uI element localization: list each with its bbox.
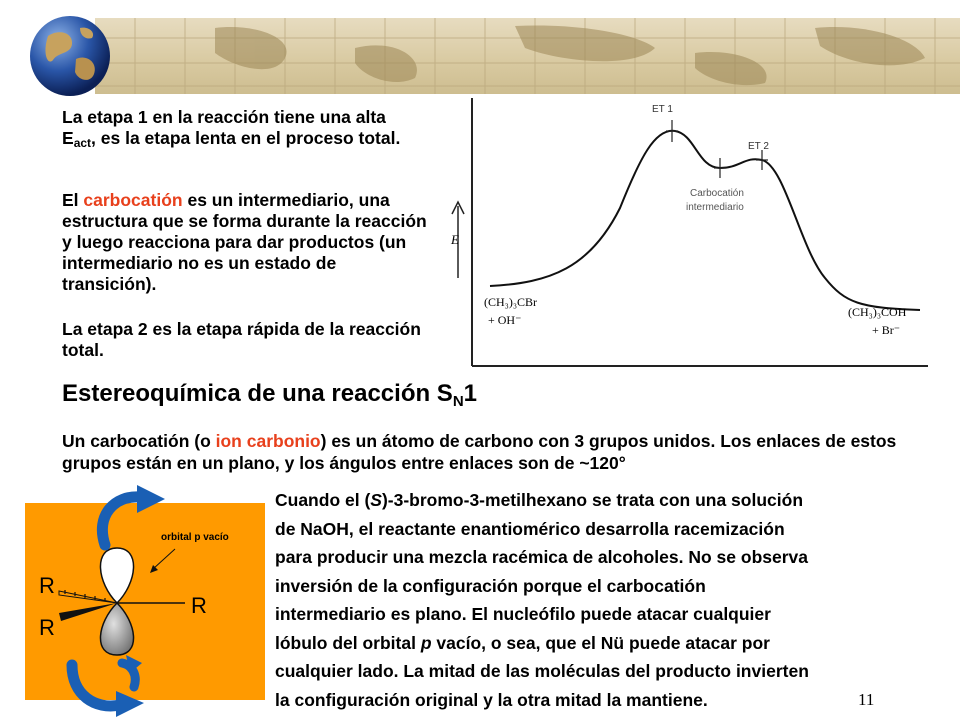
lower-lobe [100, 603, 133, 655]
energy-diagram [440, 98, 930, 380]
paragraph-slow-step [62, 107, 422, 154]
product-label-1: (CH₃)₃COH [848, 305, 907, 319]
definition-text: Un carbocatión (o [62, 431, 216, 451]
reactant-label-1: (CH₃)₃CBr [484, 295, 538, 309]
et2-label: ET 2 [748, 141, 769, 152]
paragraph-carbocation-definition [62, 430, 942, 474]
carbocation-label-1: Carbocatión [690, 188, 744, 199]
top-attack-arrow-icon [85, 485, 175, 555]
heading-suffix: 1 [463, 380, 478, 407]
eact-subscript: act [73, 136, 92, 150]
definition-text-end: ) es un átomo de carbono con 3 grupos unidos. Los enlaces de estos grupos están en un plano, y los ángulos entre enlaces son de ~120° [62, 431, 897, 473]
page-number: 11 [858, 690, 875, 709]
upper-lobe [100, 548, 133, 603]
p-orbital-italic: p [420, 632, 432, 653]
paragraph-intermediate [62, 190, 432, 295]
world-map-banner [95, 18, 960, 94]
heading-subscript: N [452, 393, 464, 410]
slow-step-text: La etapa 1 en la reacción tiene una alta E [62, 107, 386, 148]
r-group-bottom: R [39, 615, 55, 640]
energy-axis-label: E [451, 232, 459, 247]
carbocation-highlight: carbocatión [83, 190, 183, 210]
globe-icon [28, 14, 112, 98]
empty-p-orbital-label: orbital p vacío [161, 532, 229, 543]
energy-curve [490, 131, 920, 310]
map-grid-decoration [95, 18, 960, 94]
paragraph-racemization: Cuando el (S)-3-bromo-3-metilhexano se trata con una solución de NaOH, el reactante enantiomérico desarrolla racemización para producir una mezcla racémica de alcoholes. No se observa inversión de la configuración porque el carbocatión intermediario es plano. El nucleófilo puede atacar cualquier lóbulo del orbital p vacío, o sea, que el Nü puede atacar por cualquier lado. La mitad de las moléculas del producto invierten la configuración original y la otra mitad la mantiene. [275, 490, 809, 710]
s-configuration: S [370, 490, 382, 510]
ion-carbonio-highlight: ion carbonio [215, 431, 321, 451]
intermediate-text: El [62, 190, 84, 210]
heading-text: Estereoquímica de una reacción S [62, 380, 453, 407]
et1-label: ET 1 [652, 104, 673, 115]
slow-step-text-end: , es la etapa lenta en el proceso total. [91, 128, 401, 148]
r-group-right: R [191, 593, 207, 618]
r-group-top: R [39, 573, 55, 598]
reactant-label-2: + OH⁻ [488, 313, 522, 327]
product-label-2: + Br⁻ [872, 323, 901, 337]
paragraph-fast-step: La etapa 2 es la etapa rápida de la reacción total. [62, 319, 421, 360]
section-heading [62, 380, 477, 410]
carbocation-label-2: intermediario [686, 202, 744, 213]
bottom-attack-arrow-icon [60, 655, 150, 720]
intermediate-text-end: es un intermediario, una estructura que se forma durante la reacción y luego reacciona para dar productos (un intermediario no es un estado de transición). [62, 190, 427, 294]
